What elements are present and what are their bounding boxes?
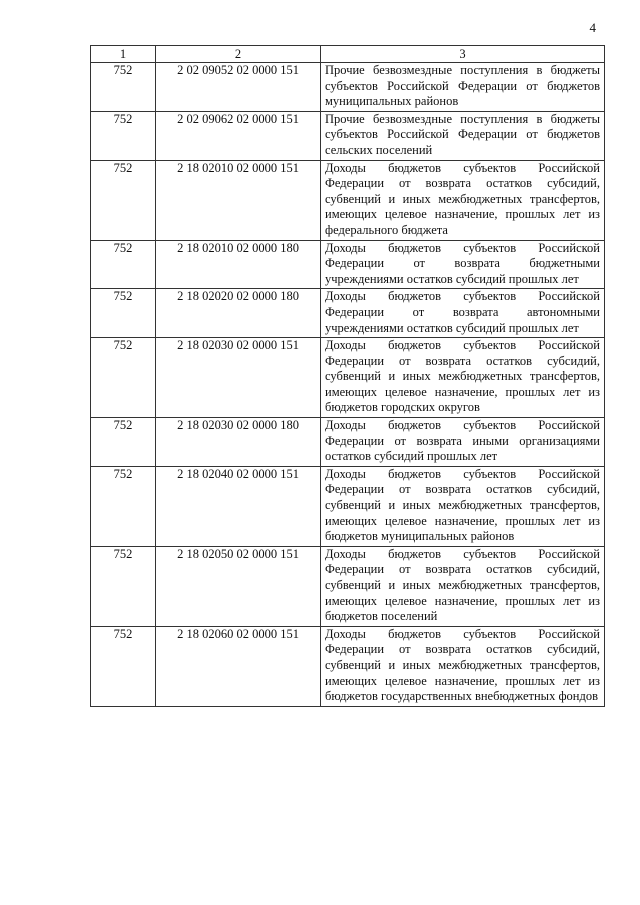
budget-code-cell: 2 18 02060 02 0000 151 (156, 626, 321, 706)
budget-code-cell: 2 02 09062 02 0000 151 (156, 111, 321, 160)
description-cell: Прочие безвозмездные поступления в бюджеты субъектов Российской Федерации от бюджетов муниципальных районов (321, 63, 605, 112)
table-header-row (91, 46, 605, 63)
description-cell: Доходы бюджетов субъектов Российской Федерации от возврата автономными учреждениями остатков субсидий прошлых лет (321, 289, 605, 338)
budget-code-cell: 2 18 02010 02 0000 180 (156, 240, 321, 289)
admin-code-cell: 752 (91, 240, 156, 289)
budget-code-cell: 2 18 02020 02 0000 180 (156, 289, 321, 338)
budget-code-cell: 2 18 02040 02 0000 151 (156, 466, 321, 546)
budget-code-cell: 2 18 02050 02 0000 151 (156, 546, 321, 626)
table-row (91, 338, 605, 418)
table-row (91, 63, 605, 112)
table-row (91, 466, 605, 546)
column-header-2: 2 (156, 46, 321, 63)
budget-code-cell: 2 02 09052 02 0000 151 (156, 63, 321, 112)
description-cell: Доходы бюджетов субъектов Российской Федерации от возврата остатков субсидий, субвенций и иных межбюджетных трансфертов, имеющих целевое назначение, прошлых лет из бюджетов муниципальных районов (321, 466, 605, 546)
budget-code-cell: 2 18 02030 02 0000 180 (156, 418, 321, 467)
description-cell: Прочие безвозмездные поступления в бюджеты субъектов Российской Федерации от бюджетов сельских поселений (321, 111, 605, 160)
table-row (91, 418, 605, 467)
admin-code-cell: 752 (91, 338, 156, 418)
admin-code-cell: 752 (91, 546, 156, 626)
admin-code-cell: 752 (91, 63, 156, 112)
column-header-3: 3 (321, 46, 605, 63)
admin-code-cell: 752 (91, 111, 156, 160)
table-row (91, 546, 605, 626)
column-header-1: 1 (91, 46, 156, 63)
description-cell: Доходы бюджетов субъектов Российской Федерации от возврата остатков субсидий, субвенций и иных межбюджетных трансфертов, имеющих целевое назначение, прошлых лет из бюджетов государственных внебюджетных фондов (321, 626, 605, 706)
table-row (91, 160, 605, 240)
admin-code-cell: 752 (91, 289, 156, 338)
table-row (91, 289, 605, 338)
admin-code-cell: 752 (91, 466, 156, 546)
description-cell: Доходы бюджетов субъектов Российской Федерации от возврата иными организациями остатков субсидий прошлых лет (321, 418, 605, 467)
description-cell: Доходы бюджетов субъектов Российской Федерации от возврата остатков субсидий, субвенций и иных межбюджетных трансфертов, имеющих целевое назначение, прошлых лет из федерального бюджета (321, 160, 605, 240)
revenue-codes-table (90, 45, 605, 707)
description-cell: Доходы бюджетов субъектов Российской Федерации от возврата остатков субсидий, субвенций и иных межбюджетных трансфертов, имеющих целевое назначение, прошлых лет из бюджетов поселений (321, 546, 605, 626)
budget-code-cell: 2 18 02030 02 0000 151 (156, 338, 321, 418)
table-row (91, 626, 605, 706)
description-cell: Доходы бюджетов субъектов Российской Федерации от возврата остатков субсидий, субвенций и иных межбюджетных трансфертов, имеющих целевое назначение, прошлых лет из бюджетов городских округов (321, 338, 605, 418)
admin-code-cell: 752 (91, 626, 156, 706)
table-row (91, 111, 605, 160)
admin-code-cell: 752 (91, 160, 156, 240)
admin-code-cell: 752 (91, 418, 156, 467)
page-number: 4 (589, 20, 596, 35)
description-cell: Доходы бюджетов субъектов Российской Федерации от возврата бюджетными учреждениями остатков субсидий прошлых лет (321, 240, 605, 289)
budget-code-cell: 2 18 02010 02 0000 151 (156, 160, 321, 240)
table-row (91, 240, 605, 289)
